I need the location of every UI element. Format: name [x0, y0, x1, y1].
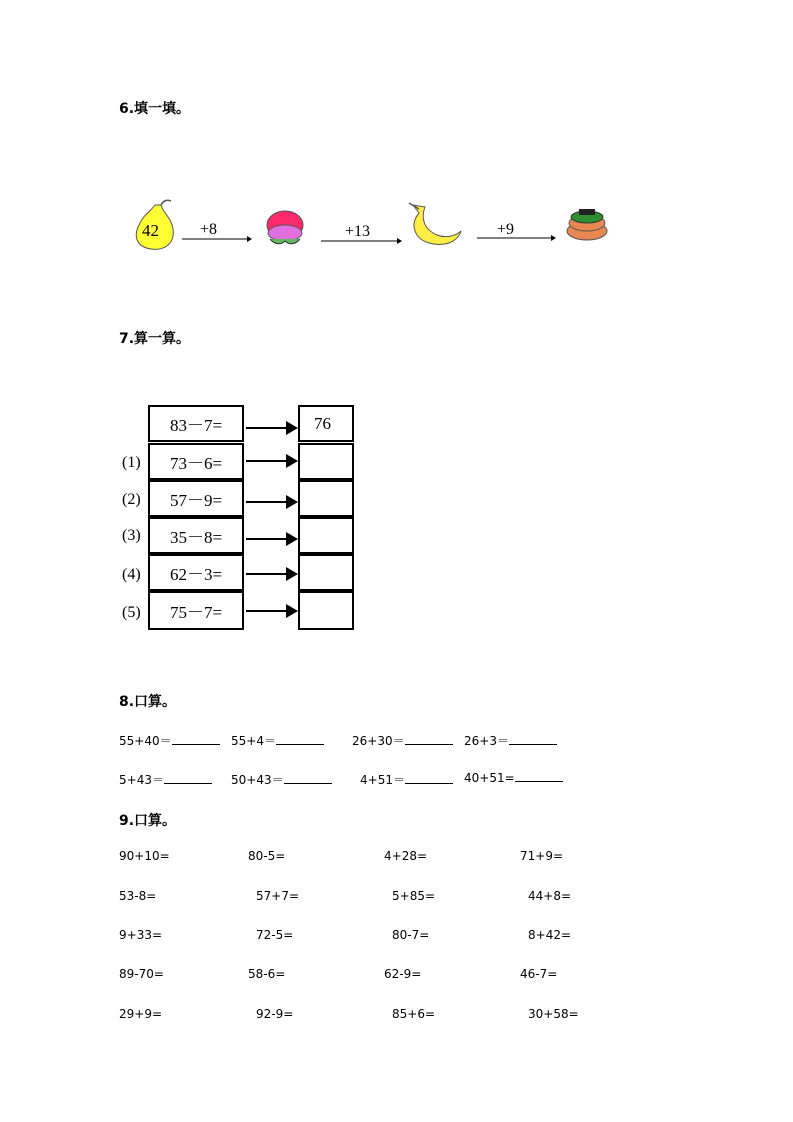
expression-cell: 73－6=: [148, 443, 244, 480]
q8-item: 26+3＝: [464, 732, 557, 749]
expression-cell: 62－3=: [148, 554, 244, 591]
q9-item: 9+33=: [119, 928, 163, 942]
q9-item: 72-5=: [256, 928, 294, 942]
q9-item: 80-5=: [248, 849, 286, 863]
q9-item: 8+42=: [528, 928, 572, 942]
q9-item: 4+28=: [384, 849, 428, 863]
q9-item: 29+9=: [119, 1007, 163, 1021]
expression-cell: 83－7=: [148, 405, 244, 442]
q7-heading: 7.算一算。: [119, 331, 191, 347]
answer-blank[interactable]: [509, 734, 557, 745]
peach-icon: [267, 211, 303, 244]
q6-heading: 6.填一填。: [119, 101, 191, 117]
answer-cell[interactable]: [298, 517, 354, 554]
answer-cell[interactable]: [298, 480, 354, 517]
q9-item: 92-9=: [256, 1007, 294, 1021]
q9-item: 44+8=: [528, 889, 572, 903]
expression-cell: 35－8=: [148, 517, 244, 554]
cake-icon: [567, 209, 607, 240]
op-3: +9: [497, 221, 515, 238]
q9-item: 57+7=: [256, 889, 300, 903]
fruit-chain: [125, 195, 615, 255]
q9-item: 85+6=: [392, 1007, 436, 1021]
answer-blank[interactable]: [284, 773, 332, 784]
arrow-right-icon: [246, 529, 298, 549]
q9-item: 58-6=: [248, 967, 286, 981]
row-label: (2): [122, 491, 141, 508]
answer-blank[interactable]: [405, 734, 453, 745]
q8-item: 55+40＝: [119, 732, 220, 749]
op-2: +13: [345, 223, 371, 240]
answer-blank[interactable]: [164, 773, 212, 784]
answer-blank[interactable]: [515, 771, 563, 782]
arrow-right-icon: [246, 418, 298, 438]
q9-item: 62-9=: [384, 967, 422, 981]
arrow-right-icon: [246, 564, 298, 584]
banana-icon: [409, 203, 461, 245]
arrow-right-icon: [246, 492, 298, 512]
q8-item: 50+43＝: [231, 771, 332, 788]
answer-blank[interactable]: [276, 734, 324, 745]
q9-item: 30+58=: [528, 1007, 579, 1021]
answer-cell[interactable]: [298, 591, 354, 630]
q9-item: 89-70=: [119, 967, 164, 981]
q9-item: 90+10=: [119, 849, 170, 863]
q8-item: 26+30＝: [352, 732, 453, 749]
expression-cell: 75－7=: [148, 591, 244, 630]
q8-item: 4+51＝: [360, 771, 453, 788]
row-label: (5): [122, 604, 141, 621]
q8-item: 5+43＝: [119, 771, 212, 788]
row-label: (4): [122, 566, 141, 583]
q9-item: 46-7=: [520, 967, 558, 981]
q8-item: 55+4＝: [231, 732, 324, 749]
q8-heading: 8.口算。: [119, 694, 177, 710]
row-label: (3): [122, 527, 141, 544]
answer-cell[interactable]: [298, 554, 354, 591]
q9-item: 80-7=: [392, 928, 430, 942]
answer-cell[interactable]: [298, 443, 354, 480]
q8-item: 40+51=: [464, 771, 563, 785]
q9-item: 53-8=: [119, 889, 157, 903]
answer-cell[interactable]: 76: [298, 405, 354, 442]
op-1: +8: [200, 221, 218, 238]
arrow-right-icon: [246, 601, 298, 621]
row-label: (1): [122, 454, 141, 471]
arrow-right-icon: [246, 451, 298, 471]
answer-blank[interactable]: [172, 734, 220, 745]
expression-cell: 57－9=: [148, 480, 244, 517]
answer-blank[interactable]: [405, 773, 453, 784]
q9-item: 71+9=: [520, 849, 564, 863]
q9-item: 5+85=: [392, 889, 436, 903]
q9-heading: 9.口算。: [119, 813, 177, 829]
start-value: 42: [142, 221, 159, 240]
